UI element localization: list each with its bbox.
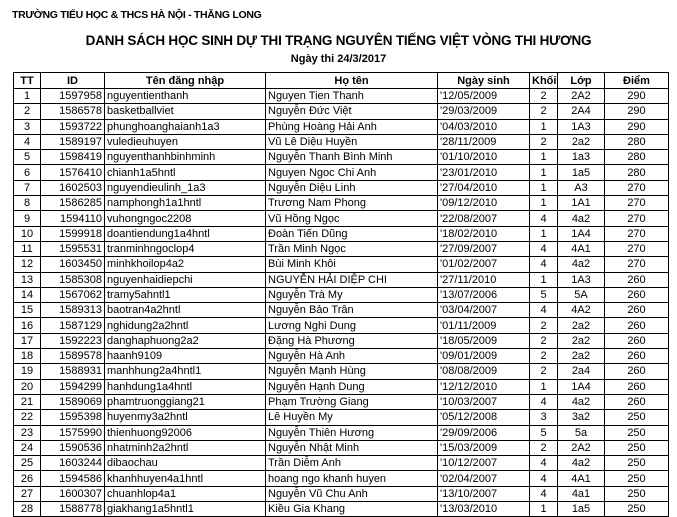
cell-id: 1594299	[41, 379, 105, 394]
cell-grade: 1	[530, 180, 558, 195]
cell-class: 4A2	[558, 303, 605, 318]
cell-class: 1A4	[558, 379, 605, 394]
cell-id: 1589578	[41, 349, 105, 364]
table-row	[14, 226, 669, 241]
cell-tt: 23	[14, 425, 41, 440]
col-header-class: Lớp	[558, 73, 605, 89]
table-row	[14, 333, 669, 348]
cell-grade: 2	[530, 349, 558, 364]
cell-dob: '10/12/2007	[438, 456, 530, 471]
cell-dob: '01/11/2009	[438, 318, 530, 333]
cell-score: 250	[605, 410, 669, 425]
cell-id: 1594586	[41, 471, 105, 486]
cell-fullname: hoang ngo khanh huyen	[266, 471, 438, 486]
cell-fullname: Nguyễn Hà Anh	[266, 349, 438, 364]
cell-username: chuanhlop4a1	[105, 486, 266, 501]
cell-fullname: Vũ Hồng Ngọc	[266, 211, 438, 226]
cell-class: 2a2	[558, 349, 605, 364]
cell-class: 2a4	[558, 364, 605, 379]
table-row	[14, 180, 669, 195]
cell-score: 260	[605, 303, 669, 318]
cell-tt: 16	[14, 318, 41, 333]
cell-username: huyenmy3a2hntl	[105, 410, 266, 425]
cell-id: 1602503	[41, 180, 105, 195]
col-header-fullname: Họ tên	[266, 73, 438, 89]
cell-tt: 11	[14, 241, 41, 256]
cell-dob: '10/03/2007	[438, 394, 530, 409]
cell-grade: 1	[530, 196, 558, 211]
cell-fullname: Nguyen Ngoc Chi Anh	[266, 165, 438, 180]
table-row	[14, 318, 669, 333]
cell-tt: 25	[14, 456, 41, 471]
cell-class: 1A4	[558, 226, 605, 241]
cell-score: 270	[605, 211, 669, 226]
cell-grade: 1	[530, 165, 558, 180]
cell-fullname: Đặng Hà Phương	[266, 333, 438, 348]
cell-dob: '12/12/2010	[438, 379, 530, 394]
cell-grade: 1	[530, 119, 558, 134]
cell-score: 260	[605, 349, 669, 364]
cell-dob: '28/11/2009	[438, 134, 530, 149]
cell-fullname: Kiều Gia Khang	[266, 502, 438, 517]
cell-tt: 24	[14, 440, 41, 455]
page-title: DANH SÁCH HỌC SINH DỰ THI TRẠNG NGUYÊN TIẾNG VIỆT VÒNG THI HƯƠNG	[85, 33, 592, 48]
cell-username: phamtruonggiang21	[105, 394, 266, 409]
cell-score: 270	[605, 226, 669, 241]
cell-grade: 5	[530, 425, 558, 440]
cell-grade: 4	[530, 303, 558, 318]
cell-class: 2A2	[558, 440, 605, 455]
cell-fullname: Trần Minh Ngọc	[266, 241, 438, 256]
cell-grade: 2	[530, 364, 558, 379]
cell-dob: '15/03/2009	[438, 440, 530, 455]
cell-score: 270	[605, 241, 669, 256]
cell-tt: 5	[14, 150, 41, 165]
table-row	[14, 272, 669, 287]
cell-dob: '02/04/2007	[438, 471, 530, 486]
table-row	[14, 89, 669, 104]
cell-grade: 4	[530, 241, 558, 256]
cell-fullname: Nguyễn Mạnh Hùng	[266, 364, 438, 379]
cell-username: tranminhngoclop4	[105, 241, 266, 256]
cell-tt: 1	[14, 89, 41, 104]
table-header-row	[14, 73, 669, 89]
cell-fullname: Nguyễn Trà My	[266, 287, 438, 302]
cell-username: vuledieuhuyen	[105, 134, 266, 149]
cell-grade: 2	[530, 134, 558, 149]
cell-id: 1588931	[41, 364, 105, 379]
cell-tt: 13	[14, 272, 41, 287]
table-row	[14, 211, 669, 226]
cell-fullname: Nguyễn Đức Việt	[266, 104, 438, 119]
cell-id: 1598419	[41, 150, 105, 165]
cell-tt: 19	[14, 364, 41, 379]
cell-username: nhatminh2a2hntl	[105, 440, 266, 455]
cell-score: 270	[605, 180, 669, 195]
cell-id: 1575990	[41, 425, 105, 440]
cell-dob: '18/05/2009	[438, 333, 530, 348]
cell-id: 1599918	[41, 226, 105, 241]
table-row	[14, 471, 669, 486]
cell-id: 1576410	[41, 165, 105, 180]
cell-dob: '13/07/2006	[438, 287, 530, 302]
cell-grade: 5	[530, 287, 558, 302]
cell-id: 1586578	[41, 104, 105, 119]
cell-score: 280	[605, 165, 669, 180]
cell-fullname: Trần Diễm Anh	[266, 456, 438, 471]
cell-grade: 1	[530, 379, 558, 394]
cell-username: danghaphuong2a2	[105, 333, 266, 348]
cell-score: 250	[605, 486, 669, 501]
cell-tt: 9	[14, 211, 41, 226]
cell-fullname: Phùng Hoàng Hải Anh	[266, 119, 438, 134]
cell-fullname: Nguyễn Hạnh Dung	[266, 379, 438, 394]
cell-id: 1597958	[41, 89, 105, 104]
cell-username: chianh1a5hntl	[105, 165, 266, 180]
table-row	[14, 440, 669, 455]
cell-username: baotran4a2hntl	[105, 303, 266, 318]
cell-fullname: Phạm Trường Giang	[266, 394, 438, 409]
cell-class: 1a5	[558, 165, 605, 180]
cell-grade: 2	[530, 89, 558, 104]
cell-grade: 4	[530, 394, 558, 409]
cell-grade: 3	[530, 410, 558, 425]
cell-id: 1600307	[41, 486, 105, 501]
cell-id: 1590536	[41, 440, 105, 455]
cell-fullname: NGUYỄN HẢI DIỆP CHI	[266, 272, 438, 287]
cell-dob: '09/12/2010	[438, 196, 530, 211]
cell-fullname: Đoàn Tiến Dũng	[266, 226, 438, 241]
cell-id: 1603244	[41, 456, 105, 471]
cell-username: manhhung2a4hntl1	[105, 364, 266, 379]
cell-username: giakhang1a5hntl1	[105, 502, 266, 517]
cell-class: 3a2	[558, 410, 605, 425]
cell-grade: 2	[530, 318, 558, 333]
exam-date: Ngày thi 24/3/2017	[290, 53, 387, 65]
table-row	[14, 119, 669, 134]
cell-fullname: Lương Nghi Dung	[266, 318, 438, 333]
cell-score: 270	[605, 257, 669, 272]
cell-tt: 3	[14, 119, 41, 134]
table-row	[14, 502, 669, 517]
cell-grade: 4	[530, 486, 558, 501]
table-row	[14, 364, 669, 379]
cell-fullname: Trương Nam Phong	[266, 196, 438, 211]
cell-username: thienhuong92006	[105, 425, 266, 440]
cell-tt: 6	[14, 165, 41, 180]
cell-dob: '12/05/2009	[438, 89, 530, 104]
cell-class: 4a2	[558, 456, 605, 471]
cell-tt: 17	[14, 333, 41, 348]
cell-class: 4A1	[558, 241, 605, 256]
cell-tt: 7	[14, 180, 41, 195]
cell-class: 2A2	[558, 89, 605, 104]
cell-fullname: Bùi Minh Khôi	[266, 257, 438, 272]
table-row	[14, 425, 669, 440]
cell-username: dibaochau	[105, 456, 266, 471]
cell-username: doantiendung1a4hntl	[105, 226, 266, 241]
col-header-dob: Ngày sinh	[438, 73, 530, 89]
cell-username: nguyenhaidiepchi	[105, 272, 266, 287]
cell-username: nguyentienthanh	[105, 89, 266, 104]
cell-id: 1587129	[41, 318, 105, 333]
cell-class: 5A	[558, 287, 605, 302]
cell-fullname: Lê Huyền My	[266, 410, 438, 425]
cell-score: 290	[605, 104, 669, 119]
table-row	[14, 303, 669, 318]
school-name: TRƯỜNG TIỂU HỌC & THCS HÀ NỘI - THĂNG LONG	[12, 9, 262, 21]
table-row	[14, 456, 669, 471]
col-header-id: ID	[41, 73, 105, 89]
cell-username: minhkhoilop4a2	[105, 257, 266, 272]
cell-username: tramy5ahntl1	[105, 287, 266, 302]
cell-dob: '29/09/2006	[438, 425, 530, 440]
cell-score: 250	[605, 440, 669, 455]
cell-class: 2a2	[558, 318, 605, 333]
table-row	[14, 134, 669, 149]
cell-score: 290	[605, 89, 669, 104]
col-header-tt: TT	[14, 73, 41, 89]
cell-score: 250	[605, 502, 669, 517]
cell-class: 4a2	[558, 211, 605, 226]
cell-score: 260	[605, 272, 669, 287]
cell-grade: 2	[530, 440, 558, 455]
table-row	[14, 165, 669, 180]
cell-username: hanhdung1a4hntl	[105, 379, 266, 394]
student-table	[13, 72, 669, 517]
cell-tt: 22	[14, 410, 41, 425]
table-row	[14, 287, 669, 302]
cell-tt: 10	[14, 226, 41, 241]
cell-score: 270	[605, 196, 669, 211]
cell-dob: '01/10/2010	[438, 150, 530, 165]
cell-class: 4a2	[558, 394, 605, 409]
cell-grade: 4	[530, 456, 558, 471]
cell-fullname: Nguyễn Thiên Hương	[266, 425, 438, 440]
cell-class: 1A3	[558, 272, 605, 287]
table-row	[14, 104, 669, 119]
table-row	[14, 257, 669, 272]
cell-class: 2a2	[558, 134, 605, 149]
cell-grade: 1	[530, 226, 558, 241]
cell-score: 260	[605, 287, 669, 302]
cell-tt: 14	[14, 287, 41, 302]
cell-dob: '09/01/2009	[438, 349, 530, 364]
cell-username: nguyendieulinh_1a3	[105, 180, 266, 195]
cell-fullname: Nguyen Tien Thanh	[266, 89, 438, 104]
cell-grade: 4	[530, 257, 558, 272]
cell-id: 1589197	[41, 134, 105, 149]
cell-class: 5a	[558, 425, 605, 440]
cell-class: A3	[558, 180, 605, 195]
cell-username: nghidung2a2hntl	[105, 318, 266, 333]
cell-tt: 28	[14, 502, 41, 517]
cell-tt: 4	[14, 134, 41, 149]
col-header-username: Tên đăng nhập	[105, 73, 266, 89]
cell-dob: '27/09/2007	[438, 241, 530, 256]
cell-dob: '29/03/2009	[438, 104, 530, 119]
cell-score: 250	[605, 425, 669, 440]
cell-score: 280	[605, 150, 669, 165]
table-row	[14, 410, 669, 425]
cell-score: 250	[605, 471, 669, 486]
cell-id: 1588778	[41, 502, 105, 517]
cell-score: 290	[605, 119, 669, 134]
cell-id: 1593722	[41, 119, 105, 134]
table-row	[14, 241, 669, 256]
cell-tt: 8	[14, 196, 41, 211]
cell-id: 1585308	[41, 272, 105, 287]
cell-score: 260	[605, 364, 669, 379]
cell-grade: 4	[530, 471, 558, 486]
cell-username: khanhhuyen4a1hntl	[105, 471, 266, 486]
table-row	[14, 349, 669, 364]
cell-dob: '08/08/2009	[438, 364, 530, 379]
cell-fullname: Vũ Lê Diệu Huyền	[266, 134, 438, 149]
cell-dob: '27/04/2010	[438, 180, 530, 195]
table-row	[14, 394, 669, 409]
cell-tt: 20	[14, 379, 41, 394]
cell-dob: '03/04/2007	[438, 303, 530, 318]
cell-grade: 1	[530, 150, 558, 165]
cell-class: 4a1	[558, 486, 605, 501]
col-header-score: Điểm	[605, 73, 669, 89]
cell-dob: '04/03/2010	[438, 119, 530, 134]
cell-class: 2a2	[558, 333, 605, 348]
cell-grade: 1	[530, 272, 558, 287]
cell-score: 280	[605, 134, 669, 149]
cell-class: 2A4	[558, 104, 605, 119]
cell-score: 260	[605, 379, 669, 394]
cell-class: 1A1	[558, 196, 605, 211]
cell-grade: 2	[530, 104, 558, 119]
cell-tt: 2	[14, 104, 41, 119]
cell-tt: 12	[14, 257, 41, 272]
cell-class: 4A1	[558, 471, 605, 486]
cell-score: 260	[605, 318, 669, 333]
cell-username: haanh9109	[105, 349, 266, 364]
cell-fullname: Nguyễn Diệu Linh	[266, 180, 438, 195]
cell-id: 1586285	[41, 196, 105, 211]
cell-dob: '18/02/2010	[438, 226, 530, 241]
cell-id: 1595531	[41, 241, 105, 256]
cell-fullname: Nguyễn Nhật Minh	[266, 440, 438, 455]
cell-tt: 15	[14, 303, 41, 318]
cell-grade: 2	[530, 333, 558, 348]
cell-id: 1594110	[41, 211, 105, 226]
cell-class: 1A3	[558, 119, 605, 134]
table-row	[14, 150, 669, 165]
cell-score: 250	[605, 456, 669, 471]
cell-grade: 1	[530, 502, 558, 517]
cell-tt: 18	[14, 349, 41, 364]
table-row	[14, 379, 669, 394]
cell-tt: 27	[14, 486, 41, 501]
cell-id: 1567062	[41, 287, 105, 302]
cell-id: 1592223	[41, 333, 105, 348]
cell-fullname: Nguyễn Vũ Chu Anh	[266, 486, 438, 501]
cell-class: 1a3	[558, 150, 605, 165]
cell-dob: '05/12/2008	[438, 410, 530, 425]
cell-fullname: Nguyễn Thanh Bình Minh	[266, 150, 438, 165]
cell-username: phunghoanghaianh1a3	[105, 119, 266, 134]
cell-id: 1589313	[41, 303, 105, 318]
cell-class: 4a2	[558, 257, 605, 272]
cell-grade: 4	[530, 211, 558, 226]
cell-id: 1595398	[41, 410, 105, 425]
cell-score: 260	[605, 333, 669, 348]
col-header-grade: Khối	[530, 73, 558, 89]
cell-class: 1a5	[558, 502, 605, 517]
cell-dob: '13/03/2010	[438, 502, 530, 517]
cell-id: 1603450	[41, 257, 105, 272]
table-row	[14, 486, 669, 501]
cell-tt: 26	[14, 471, 41, 486]
cell-username: basketballviet	[105, 104, 266, 119]
cell-username: nguyenthanhbinhminh	[105, 150, 266, 165]
cell-dob: '01/02/2007	[438, 257, 530, 272]
cell-score: 260	[605, 394, 669, 409]
cell-username: namphongh1a1hntl	[105, 196, 266, 211]
cell-dob: '22/08/2007	[438, 211, 530, 226]
cell-dob: '23/01/2010	[438, 165, 530, 180]
cell-fullname: Nguyễn Bảo Trân	[266, 303, 438, 318]
cell-tt: 21	[14, 394, 41, 409]
cell-dob: '27/11/2010	[438, 272, 530, 287]
cell-username: vuhongngoc2208	[105, 211, 266, 226]
cell-dob: '13/10/2007	[438, 486, 530, 501]
table-row	[14, 196, 669, 211]
cell-id: 1589069	[41, 394, 105, 409]
